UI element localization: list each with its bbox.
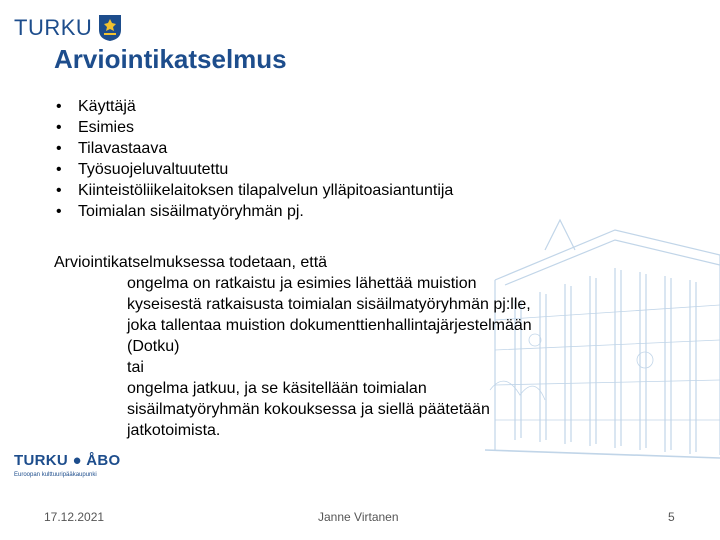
list-item: • Esimies bbox=[56, 119, 135, 136]
list-item: • Työsuojeluvaltuutettu bbox=[56, 161, 229, 178]
text-line: jatkotoimista. bbox=[127, 422, 221, 439]
text-line: (Dotku) bbox=[127, 338, 180, 355]
role-list bbox=[56, 96, 453, 222]
list-item: • Tilavastaava bbox=[56, 140, 168, 157]
text-line: ongelma on ratkaistu ja esimies lähettää muistion bbox=[127, 275, 477, 292]
intro-text: Arviointikatselmuksessa todetaan, että bbox=[54, 254, 328, 271]
text-line: ongelma jatkuu, ja se käsitellään toimialan bbox=[127, 380, 427, 397]
list-item: • Toimialan sisäilmatyöryhmän pj. bbox=[56, 203, 304, 220]
logo-text: TURKU bbox=[14, 15, 93, 40]
bullet-icon: • bbox=[56, 140, 62, 157]
text-line: tai bbox=[127, 359, 144, 376]
logo2-text: TURKU ● ÅBO bbox=[14, 452, 121, 469]
slide-title: Arviointikatselmus bbox=[54, 44, 287, 74]
turku-logo bbox=[14, 14, 122, 42]
text-line: sisäilmatyöryhmän kokouksessa ja siellä päätetään bbox=[127, 401, 490, 418]
logo2-subtitle: Euroopan kulttuuripääkaupunki bbox=[14, 472, 97, 478]
text-line: joka tallentaa muistion dokumenttienhallintajärjestelmään bbox=[127, 317, 532, 334]
bullet-icon: • bbox=[56, 182, 62, 199]
list-item: • Kiinteistöliikelaitoksen tilapalvelun ylläpitoasiantuntija bbox=[56, 182, 454, 199]
coat-of-arms-icon bbox=[98, 14, 122, 42]
list-item: • Käyttäjä bbox=[56, 98, 136, 115]
turku-abo-logo bbox=[14, 448, 124, 488]
bullet-icon: • bbox=[56, 98, 62, 115]
bullet-icon: • bbox=[56, 161, 62, 178]
page-number: 5 bbox=[668, 510, 675, 524]
footer-date: 17.12.2021 bbox=[44, 510, 105, 524]
text-line: kyseisestä ratkaisusta toimialan sisäilmatyöryhmän pj:lle, bbox=[127, 296, 531, 313]
outcome-text bbox=[127, 273, 532, 441]
bullet-icon: • bbox=[56, 119, 62, 136]
bullet-icon: • bbox=[56, 203, 62, 220]
footer-author: Janne Virtanen bbox=[318, 510, 399, 524]
